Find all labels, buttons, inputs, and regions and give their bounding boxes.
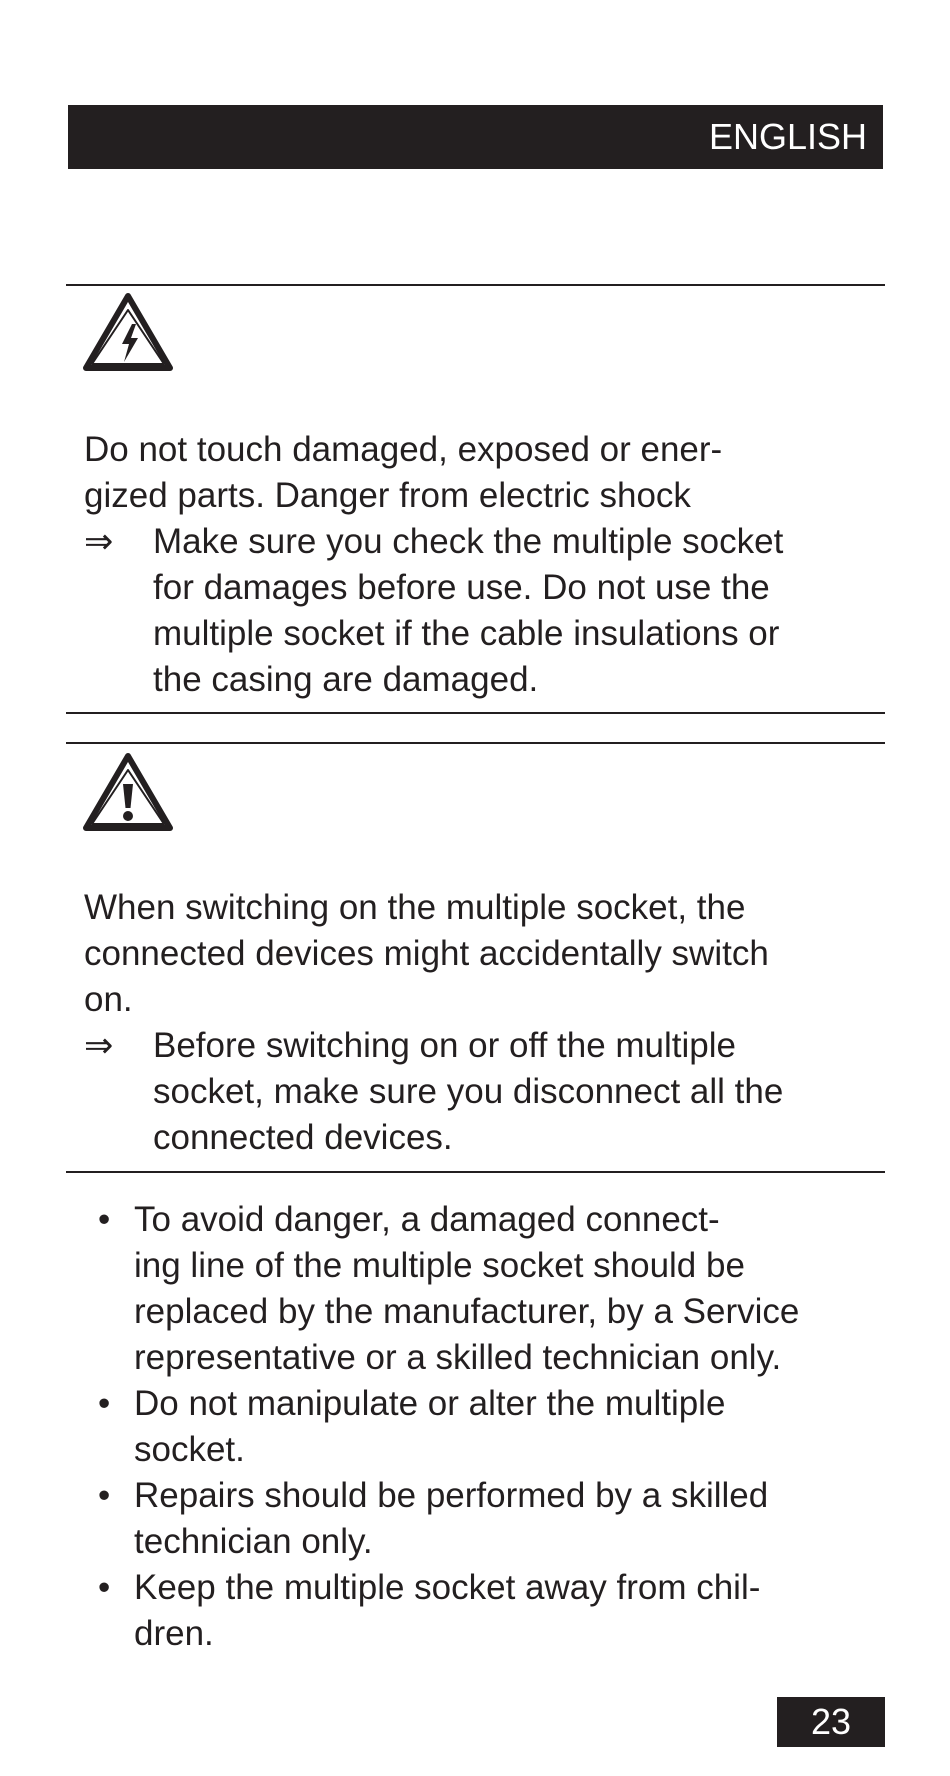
bullet-icon: • <box>98 1384 111 1423</box>
bullet-item <box>98 1473 888 1565</box>
bullet-icon: • <box>98 1568 111 1607</box>
bullet-icon: • <box>98 1200 111 1239</box>
page-number <box>777 1697 885 1747</box>
bullet-line: Keep the multiple socket away from chil- <box>134 1568 761 1607</box>
section-divider-bottom <box>66 1171 885 1173</box>
bullet-line: socket. <box>134 1430 245 1469</box>
bullet-item <box>98 1197 888 1381</box>
bullet-line: replaced by the manufacturer, by a Service <box>134 1292 800 1331</box>
bullet-item <box>98 1565 888 1657</box>
instruction-line: the casing are damaged. <box>153 660 539 699</box>
safety-bullet-list <box>98 1197 888 1657</box>
bullet-line: To avoid danger, a damaged connect- <box>134 1200 720 1239</box>
bullet-line: technician only. <box>134 1522 373 1561</box>
electric-warning-text <box>84 427 884 703</box>
warning-line: connected devices might accidentally switch <box>84 934 769 973</box>
arrow-icon: ⇒ <box>84 1026 114 1065</box>
general-warning-text <box>84 885 884 1161</box>
instruction-line: socket, make sure you disconnect all the <box>153 1072 784 1111</box>
instruction-line: for damages before use. Do not use the <box>153 568 770 607</box>
section-divider <box>66 742 885 744</box>
warning-line: gized parts. Danger from electric shock <box>84 476 691 515</box>
warning-line: Do not touch damaged, exposed or ener- <box>84 430 723 469</box>
instruction-line: connected devices. <box>153 1118 453 1157</box>
electric-shock-warning-icon <box>82 290 174 372</box>
instruction-line: Before switching on or off the multiple <box>153 1026 737 1065</box>
bullet-line: ing line of the multiple socket should be <box>134 1246 745 1285</box>
section-divider <box>66 712 885 714</box>
bullet-item <box>98 1381 888 1473</box>
section-divider-top <box>66 284 885 286</box>
instruction-line: multiple socket if the cable insulations or <box>153 614 780 653</box>
bullet-line: dren. <box>134 1614 214 1653</box>
instruction-item <box>84 519 884 703</box>
language-header <box>68 105 883 169</box>
instruction-item <box>84 1023 884 1161</box>
exclamation-warning-icon <box>82 750 174 832</box>
warning-line: on. <box>84 980 133 1019</box>
instruction-line: Make sure you check the multiple socket <box>153 522 784 561</box>
page-number-label: 23 <box>810 1701 852 1742</box>
arrow-icon: ⇒ <box>84 522 114 561</box>
warning-line: When switching on the multiple socket, the <box>84 888 746 927</box>
bullet-line: Do not manipulate or alter the multiple <box>134 1384 726 1423</box>
bullet-icon: • <box>98 1476 111 1515</box>
bullet-line: representative or a skilled technician only. <box>134 1338 782 1377</box>
bullet-line: Repairs should be performed by a skilled <box>134 1476 769 1515</box>
language-label: ENGLISH <box>708 116 867 157</box>
